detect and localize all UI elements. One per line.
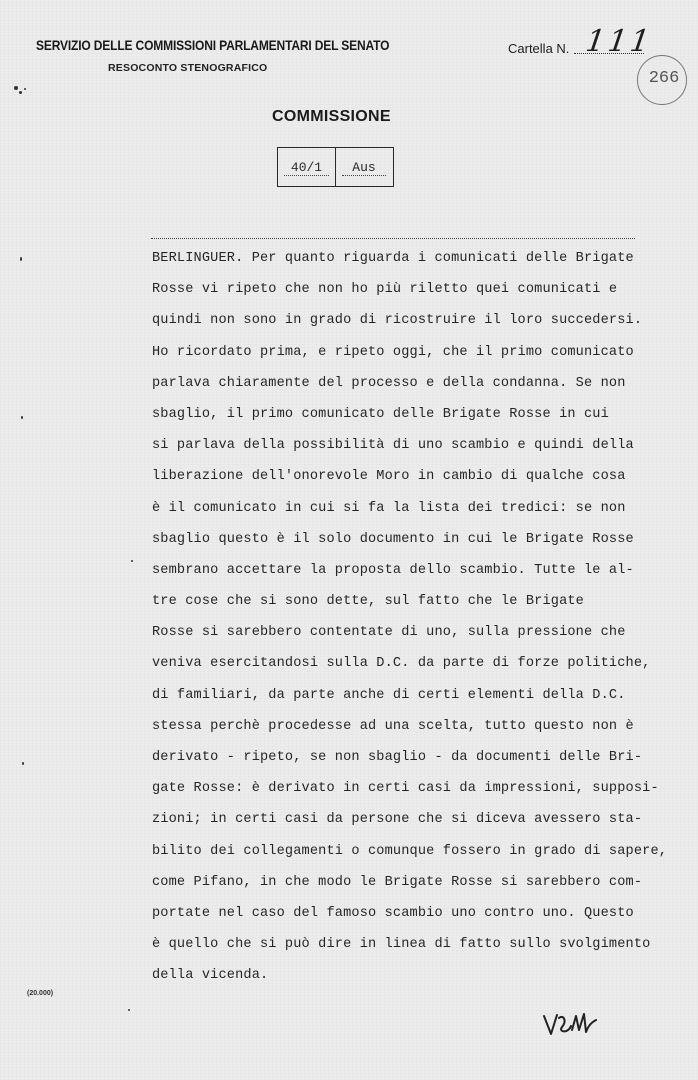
transcript-line: bilito dei collegamenti o comunque fossero in grado di sapere, xyxy=(152,843,668,859)
commission-title: COMMISSIONE xyxy=(272,108,391,125)
cartella-number: 111 xyxy=(583,24,655,59)
page-number-stamp-value: 266 xyxy=(648,69,680,88)
transcript-line: derivato - ripeto, se non sbaglio - da documenti delle Bri- xyxy=(152,750,643,765)
print-run-number: (20.000) xyxy=(27,990,54,997)
code-cell-left xyxy=(278,148,336,186)
transcript-line: della vicenda. xyxy=(152,968,269,984)
code-right-value: Aus xyxy=(352,160,376,175)
transcript-body xyxy=(152,249,668,998)
transcript-line: Rosse si sarebbero contentate di uno, sulla pressione che xyxy=(152,625,626,641)
dotted-separator xyxy=(151,238,635,239)
transcript-line: sbaglio questo è il solo documento in cui le Brigate Rosse xyxy=(152,531,634,547)
code-cell-right xyxy=(336,148,392,186)
transcript-line: sembrano accettare la proposta dello scambio. Tutte le al- xyxy=(152,562,634,578)
transcript-line: è quello che si può dire in linea di fatto sullo svolgimento xyxy=(152,937,651,953)
transcript-line: quindi non sono in grado di ricostruire il loro succedersi. xyxy=(152,313,643,329)
report-subtitle: RESOCONTO STENOGRAFICO xyxy=(108,62,268,74)
transcript-line: portate nel caso del famoso scambio uno contro uno. Questo xyxy=(152,905,634,921)
service-title: SERVIZIO DELLE COMMISSIONI PARLAMENTARI DEL SENATO xyxy=(36,37,390,53)
transcript-line: stessa perchè procedesse ad una scelta, tutto questo non è xyxy=(152,718,634,734)
transcript-line: si parlava della possibilità di uno scambio e quindi della xyxy=(152,438,634,454)
transcript-line: BERLINGUER. Per quanto riguarda i comunicati delle Brigate xyxy=(152,251,634,266)
code-right-underline xyxy=(342,175,386,176)
code-left-underline xyxy=(284,175,329,176)
transcript-line: di familiari, da parte anche di certi elementi della D.C. xyxy=(152,687,626,703)
transcript-line: è il comunicato in cui si fa la lista dei tredici: se non xyxy=(152,500,626,516)
handwritten-initials xyxy=(540,1008,600,1040)
transcript-line: tre cose che si sono dette, sul fatto che le Brigate xyxy=(152,594,584,610)
code-left-value: 40/1 xyxy=(290,160,323,175)
transcript-line: Rosse vi ripeto che non ho più riletto quei comunicati e xyxy=(152,282,618,298)
transcript-line: veniva esercitandosi sulla D.C. da parte di forze politiche, xyxy=(152,656,651,672)
transcript-line: zioni; in certi casi da persone che si diceva avessero sta- xyxy=(152,812,643,828)
commission-code-box xyxy=(277,147,394,187)
transcript-line: come Pifano, in che modo le Brigate Rosse si sarebbero com- xyxy=(152,874,643,890)
transcript-line: gate Rosse: è derivato in certi casi da impressioni, supposi- xyxy=(152,781,659,797)
transcript-line: Ho ricordato prima, e ripeto oggi, che il primo comunicato xyxy=(152,344,634,360)
cartella-label: Cartella N. xyxy=(508,41,570,56)
transcript-line: parlava chiaramente del processo e della condanna. Se non xyxy=(152,375,626,391)
transcript-line: sbaglio, il primo comunicato delle Brigate Rosse in cui xyxy=(152,406,609,422)
transcript-line: liberazione dell'onorevole Moro in cambio di qualche cosa xyxy=(152,469,626,485)
